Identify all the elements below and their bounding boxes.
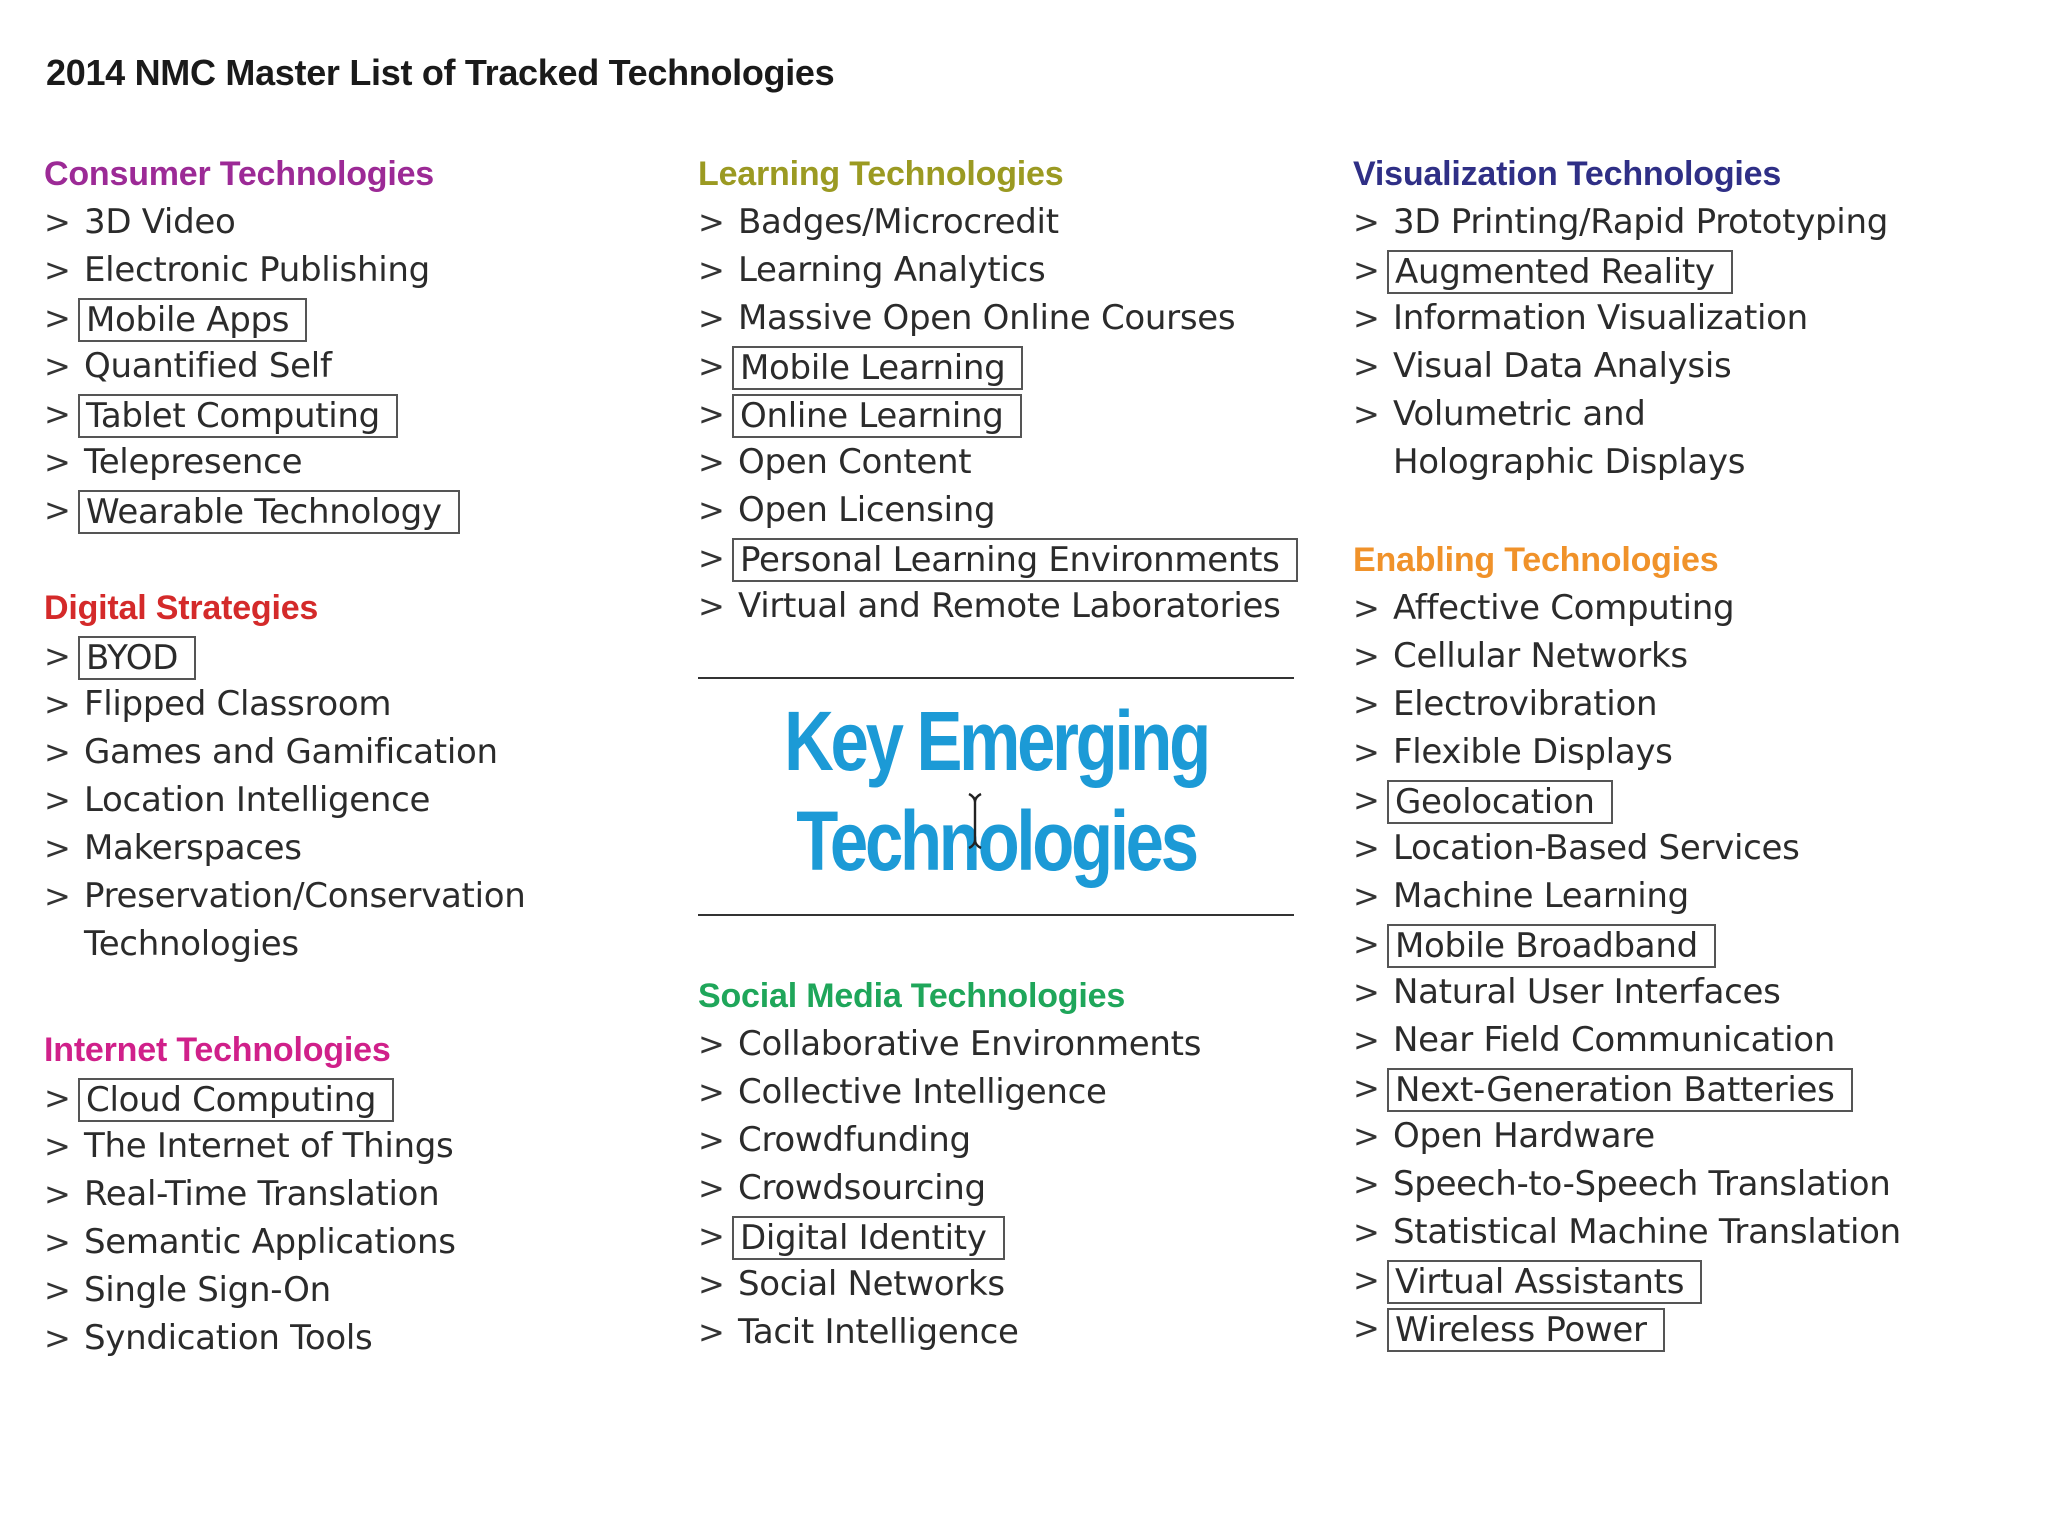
highlighted-item-label: Augmented Reality xyxy=(1387,250,1733,294)
list-item-next-generation-batteries xyxy=(1353,1064,1993,1112)
heading-learning-technologies: Learning Technologies xyxy=(698,155,1064,193)
list-item-information-visualization xyxy=(1353,294,1993,342)
chevron-right-icon: > xyxy=(44,1079,71,1117)
chevron-right-icon: > xyxy=(698,1217,725,1255)
item-label: Flipped Classroom xyxy=(84,684,392,724)
chevron-right-icon: > xyxy=(1353,299,1380,337)
list-item-virtual-and-remote-laboratories xyxy=(698,582,1338,630)
item-label: Statistical Machine Translation xyxy=(1393,1212,1901,1252)
item-label: Quantified Self xyxy=(84,346,332,386)
list-item-geolocation xyxy=(1353,776,1993,824)
list-item-location-intelligence xyxy=(44,776,684,824)
heading-consumer-technologies: Consumer Technologies xyxy=(44,155,435,193)
chevron-right-icon: > xyxy=(698,1025,725,1063)
chevron-right-icon: > xyxy=(1353,203,1380,241)
highlighted-item-label: BYOD xyxy=(78,636,196,680)
chevron-right-icon: > xyxy=(44,877,71,915)
section-enabling xyxy=(1353,536,1993,1352)
highlighted-item-label: Mobile Broadband xyxy=(1387,924,1716,968)
list-item-speech-to-speech-translation xyxy=(1353,1160,1993,1208)
chevron-right-icon: > xyxy=(698,395,725,433)
chevron-right-icon: > xyxy=(698,251,725,289)
heading-internet-technologies: Internet Technologies xyxy=(44,1031,391,1069)
list-item-visual-data-analysis xyxy=(1353,342,1993,390)
item-label: Open Content xyxy=(738,442,972,482)
list-item-makerspaces xyxy=(44,824,684,872)
chevron-right-icon: > xyxy=(1353,1069,1380,1107)
chevron-right-icon: > xyxy=(1353,1213,1380,1251)
list-item-social-networks xyxy=(698,1260,1338,1308)
list-item-single-sign-on xyxy=(44,1266,684,1314)
item-label: Syndication Tools xyxy=(84,1318,373,1358)
chevron-right-icon: > xyxy=(44,1127,71,1165)
list-item-semantic-applications xyxy=(44,1218,684,1266)
list-item-the-internet-of-things xyxy=(44,1122,684,1170)
chevron-right-icon: > xyxy=(44,251,71,289)
chevron-right-icon: > xyxy=(1353,685,1380,723)
item-label: Volumetric and Holographic Displays xyxy=(1393,394,1746,482)
chevron-right-icon: > xyxy=(1353,973,1380,1011)
highlighted-item-label: Virtual Assistants xyxy=(1387,1260,1702,1304)
list-item-virtual-assistants xyxy=(1353,1256,1993,1304)
chevron-right-icon: > xyxy=(44,781,71,819)
chevron-right-icon: > xyxy=(44,1175,71,1213)
divider-top xyxy=(698,677,1294,679)
list-item-online-learning xyxy=(698,390,1338,438)
chevron-right-icon: > xyxy=(1353,877,1380,915)
list-social xyxy=(698,1020,1338,1356)
list-item-open-hardware xyxy=(1353,1112,1993,1160)
item-label: Real-Time Translation xyxy=(84,1174,440,1214)
list-item-crowdfunding xyxy=(698,1116,1338,1164)
highlighted-item-label: Next-Generation Batteries xyxy=(1387,1068,1853,1112)
chevron-right-icon: > xyxy=(1353,589,1380,627)
list-item-learning-analytics xyxy=(698,246,1338,294)
highlighted-item-label: Online Learning xyxy=(732,394,1022,438)
item-label: Games and Gamification xyxy=(84,732,498,772)
item-label: Open Licensing xyxy=(738,490,996,530)
list-item-tablet-computing xyxy=(44,390,684,438)
chevron-right-icon: > xyxy=(1353,1165,1380,1203)
list-item-collaborative-environments xyxy=(698,1020,1338,1068)
heading-social-media-technologies: Social Media Technologies xyxy=(698,977,1126,1015)
list-item-massive-open-online-courses xyxy=(698,294,1338,342)
section-internet xyxy=(44,1026,684,1362)
list-item-games-and-gamification xyxy=(44,728,684,776)
item-label: Information Visualization xyxy=(1393,298,1808,338)
list-item-collective-intelligence xyxy=(698,1068,1338,1116)
key-emerging-title-line2: Technologies xyxy=(796,794,1196,888)
item-label: Electronic Publishing xyxy=(84,250,430,290)
highlighted-item-label: Mobile Apps xyxy=(78,298,307,342)
item-label: Cellular Networks xyxy=(1393,636,1688,676)
item-label: Visual Data Analysis xyxy=(1393,346,1732,386)
chevron-right-icon: > xyxy=(1353,251,1380,289)
list-consumer xyxy=(44,198,684,534)
list-item-mobile-apps xyxy=(44,294,684,342)
item-label: Speech-to-Speech Translation xyxy=(1393,1164,1891,1204)
chevron-right-icon: > xyxy=(44,829,71,867)
list-visualization xyxy=(1353,198,1993,486)
divider-bottom xyxy=(698,914,1294,916)
chevron-right-icon: > xyxy=(1353,637,1380,675)
chevron-right-icon: > xyxy=(1353,1309,1380,1347)
item-label: Electrovibration xyxy=(1393,684,1658,724)
chevron-right-icon: > xyxy=(1353,395,1380,433)
list-digital xyxy=(44,632,684,968)
chevron-right-icon: > xyxy=(44,637,71,675)
list-item-tacit-intelligence xyxy=(698,1308,1338,1356)
list-item-statistical-machine-translation xyxy=(1353,1208,1993,1256)
list-item-quantified-self xyxy=(44,342,684,390)
chevron-right-icon: > xyxy=(1353,829,1380,867)
chevron-right-icon: > xyxy=(698,443,725,481)
chevron-right-icon: > xyxy=(698,539,725,577)
item-label: Semantic Applications xyxy=(84,1222,456,1262)
chevron-right-icon: > xyxy=(698,299,725,337)
list-item-wearable-technology xyxy=(44,486,684,534)
list-item-near-field-communication xyxy=(1353,1016,1993,1064)
list-item-affective-computing xyxy=(1353,584,1993,632)
chevron-right-icon: > xyxy=(698,1073,725,1111)
heading-digital-strategies: Digital Strategies xyxy=(44,589,319,627)
list-item-open-licensing xyxy=(698,486,1338,534)
chevron-right-icon: > xyxy=(698,587,725,625)
list-item-telepresence xyxy=(44,438,684,486)
item-label: Collective Intelligence xyxy=(738,1072,1107,1112)
list-item-augmented-reality xyxy=(1353,246,1993,294)
section-digital xyxy=(44,584,684,968)
list-item-byod xyxy=(44,632,684,680)
chevron-right-icon: > xyxy=(44,733,71,771)
list-item-mobile-broadband xyxy=(1353,920,1993,968)
highlighted-item-label: Wireless Power xyxy=(1387,1308,1665,1352)
item-label: Natural User Interfaces xyxy=(1393,972,1781,1012)
item-label: Tacit Intelligence xyxy=(738,1312,1019,1352)
highlighted-item-label: Digital Identity xyxy=(732,1216,1005,1260)
item-label: Badges/Microcredit xyxy=(738,202,1059,242)
list-learning xyxy=(698,198,1338,630)
item-label: Massive Open Online Courses xyxy=(738,298,1236,338)
item-label: 3D Video xyxy=(84,202,236,242)
chevron-right-icon: > xyxy=(698,1121,725,1159)
chevron-right-icon: > xyxy=(1353,347,1380,385)
list-item-flexible-displays xyxy=(1353,728,1993,776)
heading-visualization-technologies: Visualization Technologies xyxy=(1353,155,1782,193)
item-label: The Internet of Things xyxy=(84,1126,454,1166)
list-item-machine-learning xyxy=(1353,872,1993,920)
list-item-crowdsourcing xyxy=(698,1164,1338,1212)
highlighted-item-label: Tablet Computing xyxy=(78,394,398,438)
item-label: Affective Computing xyxy=(1393,588,1735,628)
chevron-right-icon: > xyxy=(698,347,725,385)
item-label: Learning Analytics xyxy=(738,250,1046,290)
chevron-right-icon: > xyxy=(44,203,71,241)
chevron-right-icon: > xyxy=(698,203,725,241)
chevron-right-icon: > xyxy=(698,491,725,529)
list-item-wireless-power xyxy=(1353,1304,1993,1352)
item-label: Near Field Communication xyxy=(1393,1020,1836,1060)
list-item-open-content xyxy=(698,438,1338,486)
list-item-3d-video xyxy=(44,198,684,246)
list-item-mobile-learning xyxy=(698,342,1338,390)
chevron-right-icon: > xyxy=(44,1319,71,1357)
item-label: Social Networks xyxy=(738,1264,1005,1304)
list-item-3d-printing-rapid-prototyping xyxy=(1353,198,1993,246)
list-item-electronic-publishing xyxy=(44,246,684,294)
item-label: Machine Learning xyxy=(1393,876,1689,916)
list-item-personal-learning-environments xyxy=(698,534,1338,582)
list-item-cellular-networks xyxy=(1353,632,1993,680)
section-social xyxy=(698,972,1338,1356)
highlighted-item-label: Cloud Computing xyxy=(78,1078,394,1122)
section-visualization xyxy=(1353,150,1993,486)
list-item-electrovibration xyxy=(1353,680,1993,728)
text-cursor-icon xyxy=(968,792,982,850)
chevron-right-icon: > xyxy=(44,491,71,529)
list-enabling xyxy=(1353,584,1993,1352)
item-label: Single Sign-On xyxy=(84,1270,331,1310)
list-item-digital-identity xyxy=(698,1212,1338,1260)
list-item-flipped-classroom xyxy=(44,680,684,728)
item-label: Location-Based Services xyxy=(1393,828,1800,868)
item-label: Flexible Displays xyxy=(1393,732,1673,772)
highlighted-item-label: Personal Learning Environments xyxy=(732,538,1298,582)
chevron-right-icon: > xyxy=(698,1169,725,1207)
chevron-right-icon: > xyxy=(44,443,71,481)
chevron-right-icon: > xyxy=(698,1313,725,1351)
chevron-right-icon: > xyxy=(1353,781,1380,819)
item-label: Collaborative Environments xyxy=(738,1024,1202,1064)
item-label: Crowdfunding xyxy=(738,1120,971,1160)
chevron-right-icon: > xyxy=(1353,925,1380,963)
list-item-real-time-translation xyxy=(44,1170,684,1218)
list-item-location-based-services xyxy=(1353,824,1993,872)
chevron-right-icon: > xyxy=(44,347,71,385)
section-learning xyxy=(698,150,1338,630)
list-item-badges-microcredit xyxy=(698,198,1338,246)
item-label: Location Intelligence xyxy=(84,780,431,820)
item-label: Makerspaces xyxy=(84,828,302,868)
chevron-right-icon: > xyxy=(44,1271,71,1309)
page-title: 2014 NMC Master List of Tracked Technologies xyxy=(46,52,835,93)
item-label: Telepresence xyxy=(84,442,303,482)
highlighted-item-label: Wearable Technology xyxy=(78,490,460,534)
chevron-right-icon: > xyxy=(1353,1261,1380,1299)
chevron-right-icon: > xyxy=(698,1265,725,1303)
chevron-right-icon: > xyxy=(44,299,71,337)
item-label: Preservation/Conservation Technologies xyxy=(84,876,526,964)
item-label: Crowdsourcing xyxy=(738,1168,986,1208)
key-emerging-title-line1: Key Emerging xyxy=(784,694,1208,788)
chevron-right-icon: > xyxy=(44,395,71,433)
highlighted-item-label: Mobile Learning xyxy=(732,346,1023,390)
list-item-preservation-conservation-technologies xyxy=(44,872,684,968)
highlighted-item-label: Geolocation xyxy=(1387,780,1613,824)
item-label: Open Hardware xyxy=(1393,1116,1655,1156)
chevron-right-icon: > xyxy=(1353,1117,1380,1155)
list-item-cloud-computing xyxy=(44,1074,684,1122)
item-label: 3D Printing/Rapid Prototyping xyxy=(1393,202,1888,242)
chevron-right-icon: > xyxy=(44,685,71,723)
list-internet xyxy=(44,1074,684,1362)
heading-enabling-technologies: Enabling Technologies xyxy=(1353,541,1719,579)
section-consumer xyxy=(44,150,684,534)
item-label: Virtual and Remote Laboratories xyxy=(738,586,1281,626)
list-item-natural-user-interfaces xyxy=(1353,968,1993,1016)
list-item-syndication-tools xyxy=(44,1314,684,1362)
chevron-right-icon: > xyxy=(1353,733,1380,771)
list-item-volumetric-and-holographic-displays xyxy=(1353,390,1993,486)
chevron-right-icon: > xyxy=(1353,1021,1380,1059)
chevron-right-icon: > xyxy=(44,1223,71,1261)
